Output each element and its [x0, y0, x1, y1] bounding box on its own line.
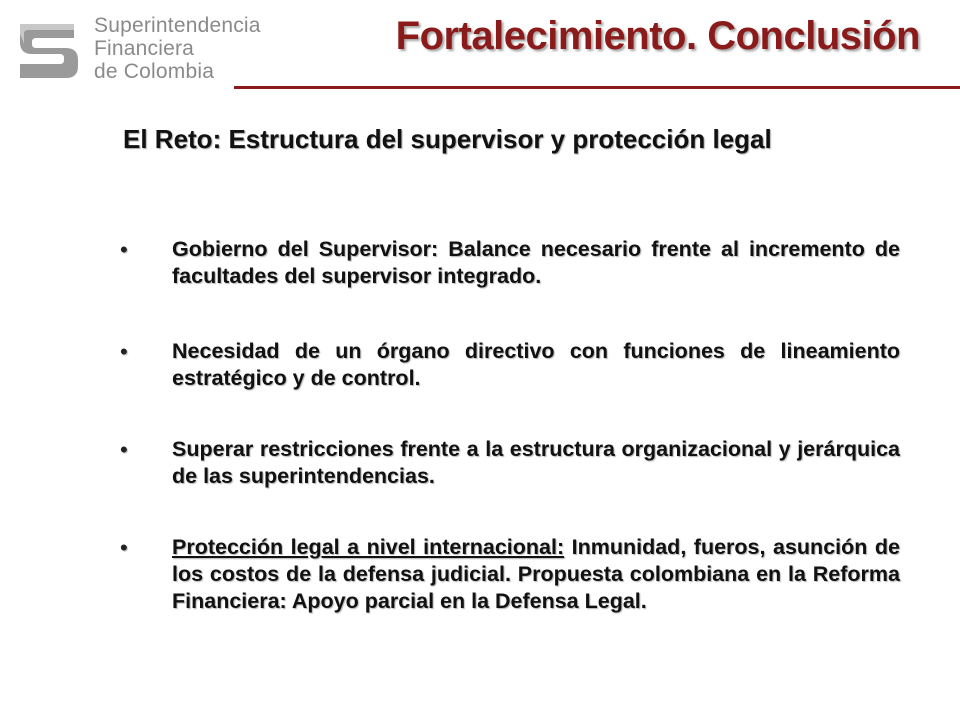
logo-line-3: de Colombia: [94, 60, 215, 83]
bullet-text: Gobierno del Supervisor: Balance necesario frente al incremento de facultades del supervisor integrado.: [172, 237, 900, 288]
bullet-text: Superar restricciones frente a la estructura organizacional y jerárquica de las superintendencias.: [172, 437, 900, 488]
title-rule: [234, 86, 960, 89]
superintendencia-logo: [14, 12, 264, 86]
bullet-icon: •: [120, 339, 128, 364]
bullet-icon: •: [120, 535, 128, 560]
bullet-icon: •: [120, 437, 128, 462]
bullet-text: Necesidad de un órgano directivo con funciones de lineamiento estratégico y de control.: [172, 339, 900, 390]
bullet-text: [172, 534, 900, 615]
slide-subtitle: El Reto: Estructura del supervisor y protección legal: [123, 124, 772, 154]
logo-s-mark-icon: [14, 14, 84, 84]
slide-title: Fortalecimiento. Conclusión: [395, 14, 920, 58]
logo-line-1: Superintendencia: [94, 14, 261, 37]
logo-text: [94, 14, 261, 83]
bullet-icon: •: [120, 237, 128, 262]
bullet-body-text: Inmunidad, fueros, asunción de los costos de la defensa judicial. Propuesta colombiana en la Reforma Financiera: Apoyo parcial en la Defensa Legal.: [172, 535, 900, 613]
logo-line-2: Financiera: [94, 37, 195, 60]
bullet-lead-text: Protección legal a nivel internacional:: [172, 535, 565, 559]
